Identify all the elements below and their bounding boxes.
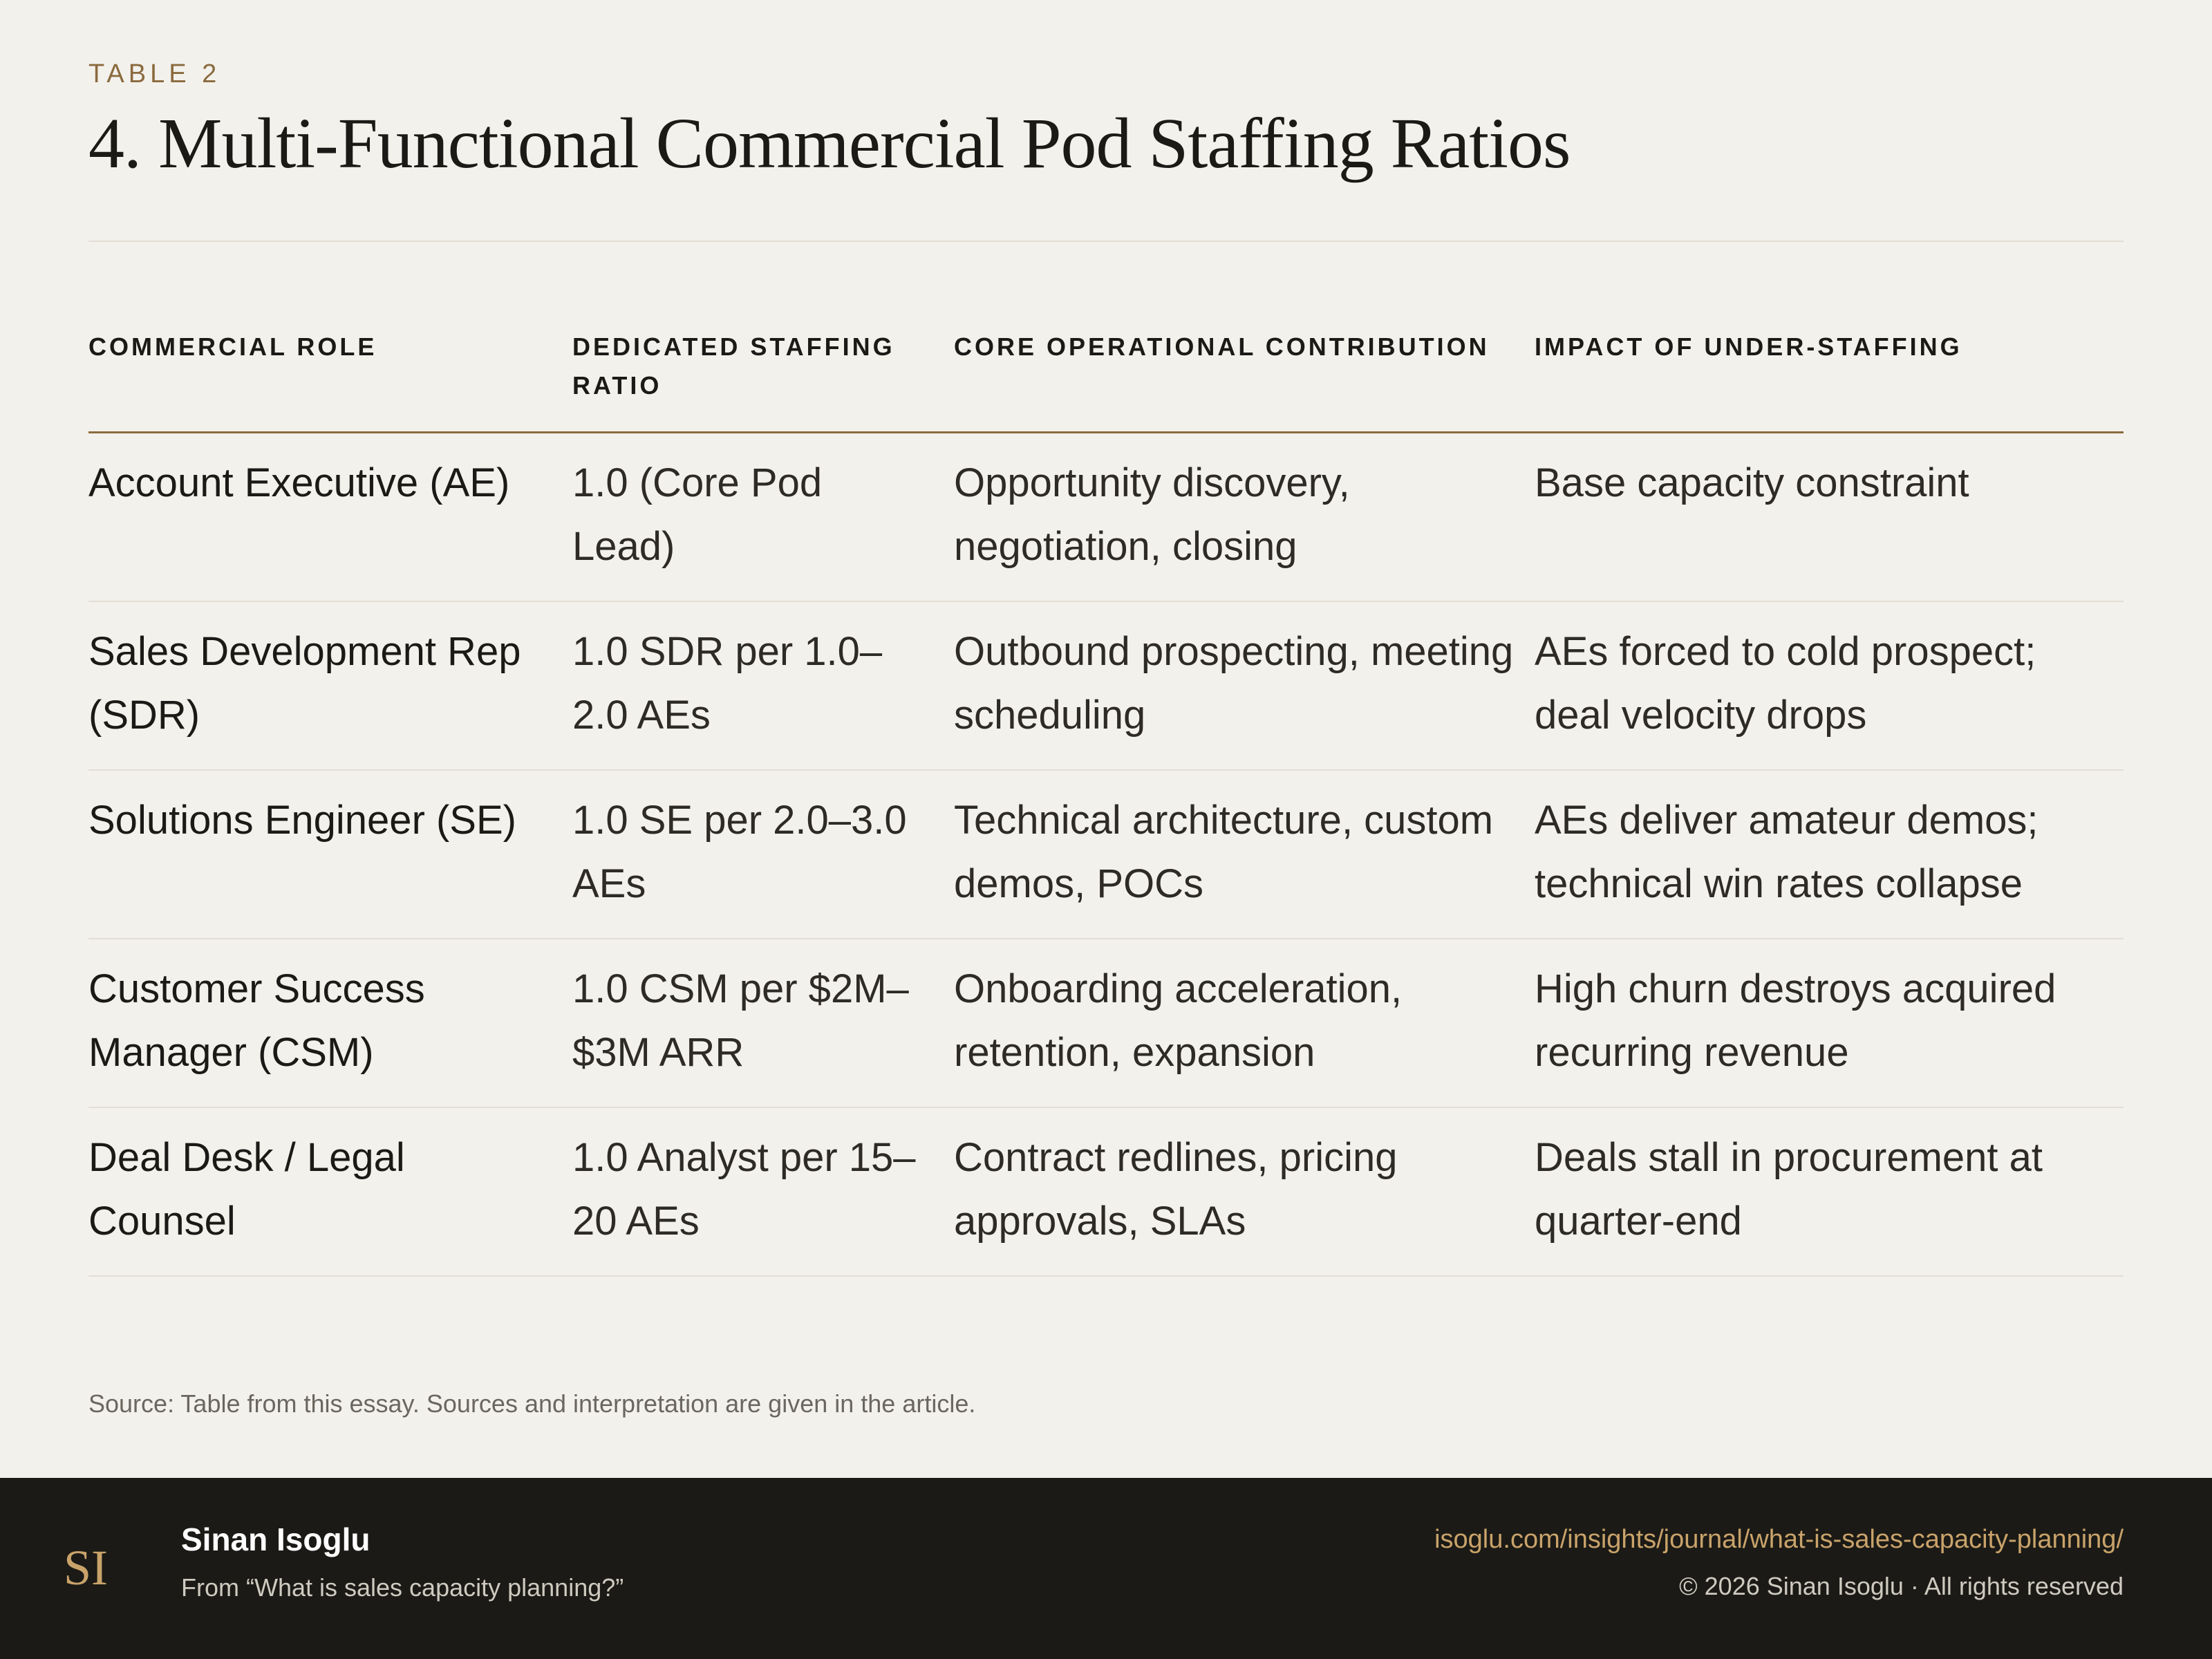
cell-contribution: Opportunity discovery, negotiation, closing [954,433,1535,602]
table-row [88,939,2124,1107]
cell-impact: High churn destroys acquired recurring revenue [1535,939,2124,1107]
table-eyebrow: TABLE 2 [88,59,221,88]
cell-impact: Base capacity constraint [1535,433,2124,602]
article-link[interactable]: isoglu.com/insights/journal/what-is-sales-capacity-planning/ [1434,1525,2124,1554]
logo-text: SI [64,1540,109,1595]
cell-ratio: 1.0 SE per 2.0–3.0 AEs [572,770,954,939]
cell-ratio: 1.0 (Core Pod Lead) [572,433,954,602]
cell-role: Deal Desk / Legal Counsel [88,1107,572,1276]
cell-impact: AEs deliver amateur demos; technical win rates collapse [1535,770,2124,939]
column-header-ratio: DEDICATED STAFFING RATIO [572,325,954,433]
column-header-contribution: CORE OPERATIONAL CONTRIBUTION [954,325,1535,433]
table-row [88,770,2124,939]
copyright-notice: © 2026 Sinan Isoglu · All rights reserved [1679,1572,2124,1600]
table-row [88,433,2124,602]
cell-role: Solutions Engineer (SE) [88,770,572,939]
cell-contribution: Technical architecture, custom demos, POCs [954,770,1535,939]
column-header-role: COMMERCIAL ROLE [88,325,572,433]
cell-role: Sales Development Rep (SDR) [88,601,572,770]
monogram-logo-icon [61,1536,120,1600]
column-header-impact: IMPACT OF UNDER-STAFFING [1535,325,2124,433]
title-divider [88,241,2124,242]
page-title: 4. Multi-Functional Commercial Pod Staffing Ratios [88,104,1571,183]
article-reference: From “What is sales capacity planning?” [181,1573,624,1602]
table-header-row [88,325,2124,433]
cell-contribution: Outbound prospecting, meeting scheduling [954,601,1535,770]
cell-ratio: 1.0 Analyst per 15–20 AEs [572,1107,954,1276]
cell-ratio: 1.0 CSM per $2M–$3M ARR [572,939,954,1107]
cell-contribution: Onboarding acceleration, retention, expansion [954,939,1535,1107]
cell-impact: Deals stall in procurement at quarter-end [1535,1107,2124,1276]
cell-contribution: Contract redlines, pricing approvals, SLAs [954,1107,1535,1276]
cell-role: Customer Success Manager (CSM) [88,939,572,1107]
cell-role: Account Executive (AE) [88,433,572,602]
table-row [88,1107,2124,1276]
author-name: Sinan Isoglu [181,1521,371,1557]
cell-impact: AEs forced to cold prospect; deal velocity drops [1535,601,2124,770]
footer [0,1478,2212,1659]
source-note: Source: Table from this essay. Sources and interpretation are given in the article. [88,1389,976,1418]
cell-ratio: 1.0 SDR per 1.0–2.0 AEs [572,601,954,770]
table-row [88,601,2124,770]
staffing-table [88,325,2124,1277]
